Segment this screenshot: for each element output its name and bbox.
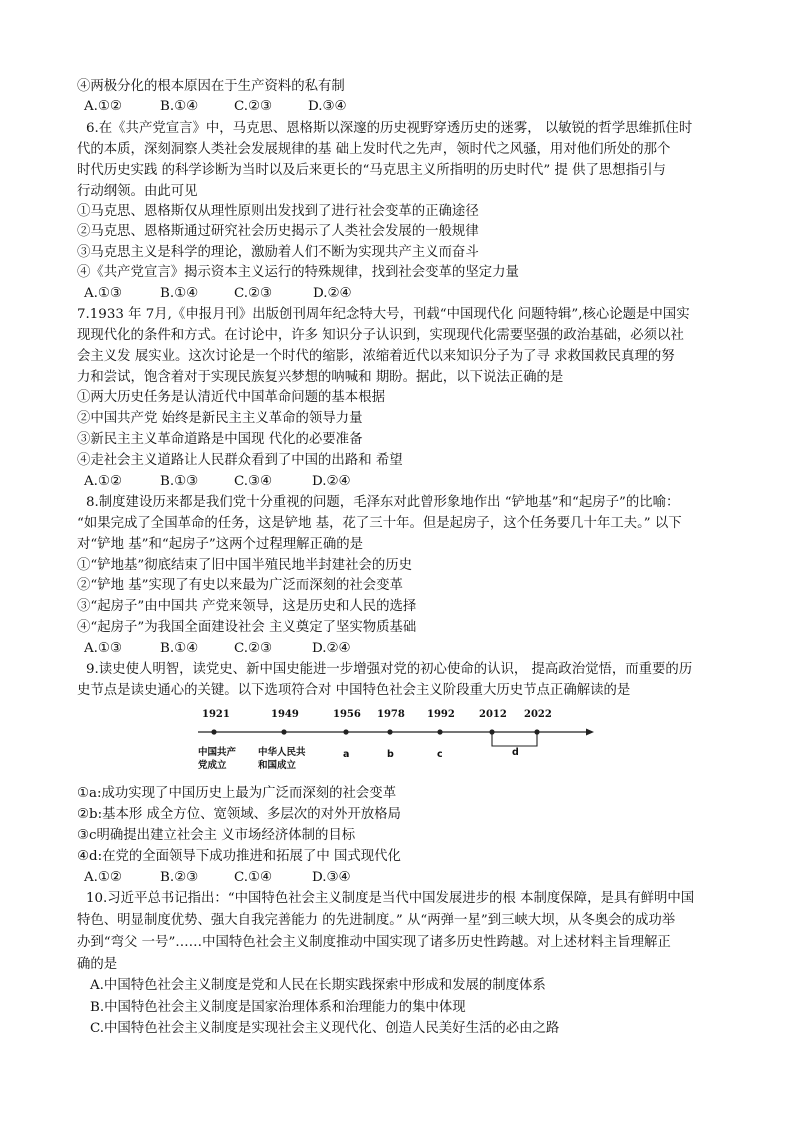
- timeline-dot: [437, 729, 442, 734]
- q6-option-b: B.①④: [160, 286, 199, 301]
- q9-option-d: D.③④: [312, 870, 351, 885]
- q6-stem-line: 6.在《共产党宣言》中，马克思、恩格斯以深邃的历史视野穿透历史的迷雾， 以敏锐的哲学思维抓住时: [86, 121, 693, 136]
- q7-option-a: A.①②: [84, 474, 122, 489]
- q9-statement: ③c明确提出建立社会主 义市场经济体制的目标: [77, 828, 356, 843]
- timeline-dot: [343, 729, 348, 734]
- q6-stem-line: 行动纲领。由此可见: [77, 184, 198, 199]
- q10-choice-a: A.中国特色社会主义制度是党和人民在长期实践探索中形成和发展的制度体系: [90, 978, 546, 993]
- timeline-arrow: [586, 729, 594, 736]
- q9-option-c: C.①④: [234, 870, 273, 885]
- q7-statement: ③新民主主义革命道路是中国现 代化的必要准备: [77, 432, 363, 447]
- timeline-event-label-a: a: [343, 749, 350, 760]
- q5-option-c: C.②③: [234, 99, 273, 114]
- q6-statement: ④《共产党宣言》揭示资本主义运行的特殊规律，找到社会变革的坚定力量: [77, 265, 519, 280]
- q6-option-a: A.①③: [84, 286, 122, 301]
- q9-statement: ①a:成功实现了中国历史上最为广泛而深刻的社会变革: [77, 786, 397, 801]
- timeline-bracket: [492, 732, 537, 746]
- q9-stem-line: 9.读史使人明智，读党史、新中国史能进一步增强对党的初心使命的认识， 提高政治觉悟，而重要的历: [86, 662, 693, 677]
- q7-stem-line: 会主义发 展实业。这次讨论是一个时代的缩影，浓缩着近代以来知识分子为了寻 求救国救民真理的努: [77, 349, 675, 364]
- q7-statement: ①两大历史任务是认清近代中国革命问题的基本根据: [77, 390, 385, 405]
- q8-option-b: B.①④: [160, 641, 199, 656]
- timeline-event-label: 中国共产 党成立: [198, 747, 237, 771]
- q5-statement-4: ④两极分化的根本原因在于生产资料的私有制: [77, 79, 345, 94]
- q6-statement: ①马克思、恩格斯仅从理性原则出发找到了进行社会变革的正确途径: [77, 204, 479, 219]
- timeline-year: 1978: [377, 709, 405, 720]
- q6-stem-line: 时代历史实践 的科学诊断为当时以及后来更长的“马克思主义所指明的历史时代” 提 供了思想指引与: [77, 163, 666, 178]
- q8-option-c: C.②③: [234, 641, 273, 656]
- q5-option-b: B.①④: [160, 99, 199, 114]
- q9-statement: ②b:基本形 成全方位、宽领域、多层次的对外开放格局: [77, 807, 401, 822]
- q7-statement: ②中国共产党 始终是新民主主义革命的领导力量: [77, 411, 363, 426]
- q9-option-a: A.①②: [84, 870, 122, 885]
- q6-option-d: D.②④: [313, 286, 352, 301]
- q8-option-d: D.②④: [312, 641, 351, 656]
- timeline-event-label: 中华人民共 和国成立: [258, 747, 306, 771]
- q6-option-c: C.②③: [234, 286, 273, 301]
- q8-stem-line: “如果完成了全国革命的任务，这是铲地 基，花了三十年。但是起房子，这个任务要几十年工夫。” 以下: [77, 516, 682, 531]
- q5-option-d: D.③④: [308, 99, 347, 114]
- timeline-year: 1992: [427, 709, 455, 720]
- q6-options: [84, 284, 352, 304]
- q8-statement: ①“铲地基”彻底结束了旧中国半殖民地半封建社会的历史: [77, 558, 413, 573]
- timeline-dot: [387, 729, 392, 734]
- q7-stem-line: 现现代化的条件和方式。在讨论中，许多 知识分子认识到，实现现代化需要坚强的政治基础，必须以社: [77, 328, 684, 343]
- q7-option-d: D.②④: [312, 474, 351, 489]
- timeline-year: 2022: [524, 709, 552, 720]
- q10-stem-line: 办到“弯父 一号”……中国特色社会主义制度推动中国实现了诸多历史性跨越。对上述材料主旨理解正: [77, 935, 671, 950]
- q6-statement: ②马克思、恩格斯通过研究社会历史揭示了人类社会发展的一般规律: [77, 224, 479, 239]
- q7-options: [84, 472, 351, 492]
- timeline-year: 1921: [202, 709, 230, 720]
- q8-statement: ③“起房子”由中国共 产党来领导，这是历史和人民的选择: [77, 599, 417, 614]
- q10-choice-c: C.中国特色社会主义制度是实现社会主义现代化、创造人民美好生活的必由之路: [90, 1021, 560, 1036]
- q7-option-c: C.③④: [234, 474, 273, 489]
- q6-statement: ③马克思主义是科学的理论，激励着人们不断为实现共产主义而奋斗: [77, 245, 479, 260]
- q8-stem-line: 8.制度建设历来都是我们党十分重视的问题，毛泽东对此曾形象地作出 “铲地基”和“起房子”的比喻：: [86, 495, 680, 510]
- q9-stem-line: 史节点是读史通心的关键。以下选项符合对 中国特色社会主义阶段重大历史节点正确解读的是: [77, 683, 631, 698]
- q7-stem-line: 力和尝试，饱含着对于实现民族复兴梦想的呐喊和 期盼。据此，以下说法正确的是: [77, 370, 564, 385]
- q8-option-a: A.①③: [84, 641, 122, 656]
- q6-stem-line: 代的本质，深刻洞察人类社会发展规律的基 础上发时代之先声，领时代之风骚，用对他们所处的那个: [77, 142, 671, 157]
- timeline-bracket-label-d: d: [512, 747, 519, 758]
- q8-stem-line: 对“铲地 基”和“起房子”这两个过程理解正确的是: [77, 537, 364, 552]
- q9-statement: ④d:在党的全面领导下成功推进和拓展了中 国式现代化: [77, 849, 401, 864]
- q10-stem-line: 10.习近平总书记指出：“中国特色社会主义制度是当代中国发展进步的根 本制度保障，是具有鲜明中国: [86, 891, 695, 906]
- q8-options: [84, 639, 351, 659]
- q5-options: [84, 97, 347, 117]
- q7-statement: ④走社会主义道路让人民群众看到了中国的出路和 希望: [77, 453, 403, 468]
- timeline-year: 2012: [479, 709, 507, 720]
- q7-stem-line: 7.1933 年 7月,《申报月刊》出版创刊周年纪念特大号，刊载“中国现代化 问题特辑”,核心论题是中国实: [77, 307, 690, 322]
- q8-statement: ②“铲地 基”实现了有史以来最为广泛而深刻的社会变革: [77, 578, 403, 593]
- q5-option-a: A.①②: [84, 99, 122, 114]
- timeline-figure: [190, 706, 600, 774]
- timeline-year: 1949: [271, 709, 299, 720]
- q9-options: [84, 868, 351, 888]
- timeline-dot: [281, 729, 286, 734]
- timeline-event-label-b: b: [387, 749, 394, 760]
- q10-stem-line: 特色、明显制度优势、强大自我完善能力 的先进制度。” 从“两弹一星”到三峡大坝，从冬奥会的成功举: [77, 913, 676, 928]
- timeline-year: 1956: [333, 709, 361, 720]
- timeline-dot: [211, 729, 216, 734]
- q10-stem-line: 确的是: [77, 957, 118, 972]
- timeline-event-label-c: c: [437, 749, 443, 760]
- q8-statement: ④“起房子”为我国全面建设社会 主义奠定了坚实物质基础: [77, 620, 417, 635]
- q10-choice-b: B.中国特色社会主义制度是国家治理体系和治理能力的集中体现: [90, 1000, 466, 1015]
- q7-option-b: B.①③: [160, 474, 199, 489]
- q9-option-b: B.②③: [160, 870, 199, 885]
